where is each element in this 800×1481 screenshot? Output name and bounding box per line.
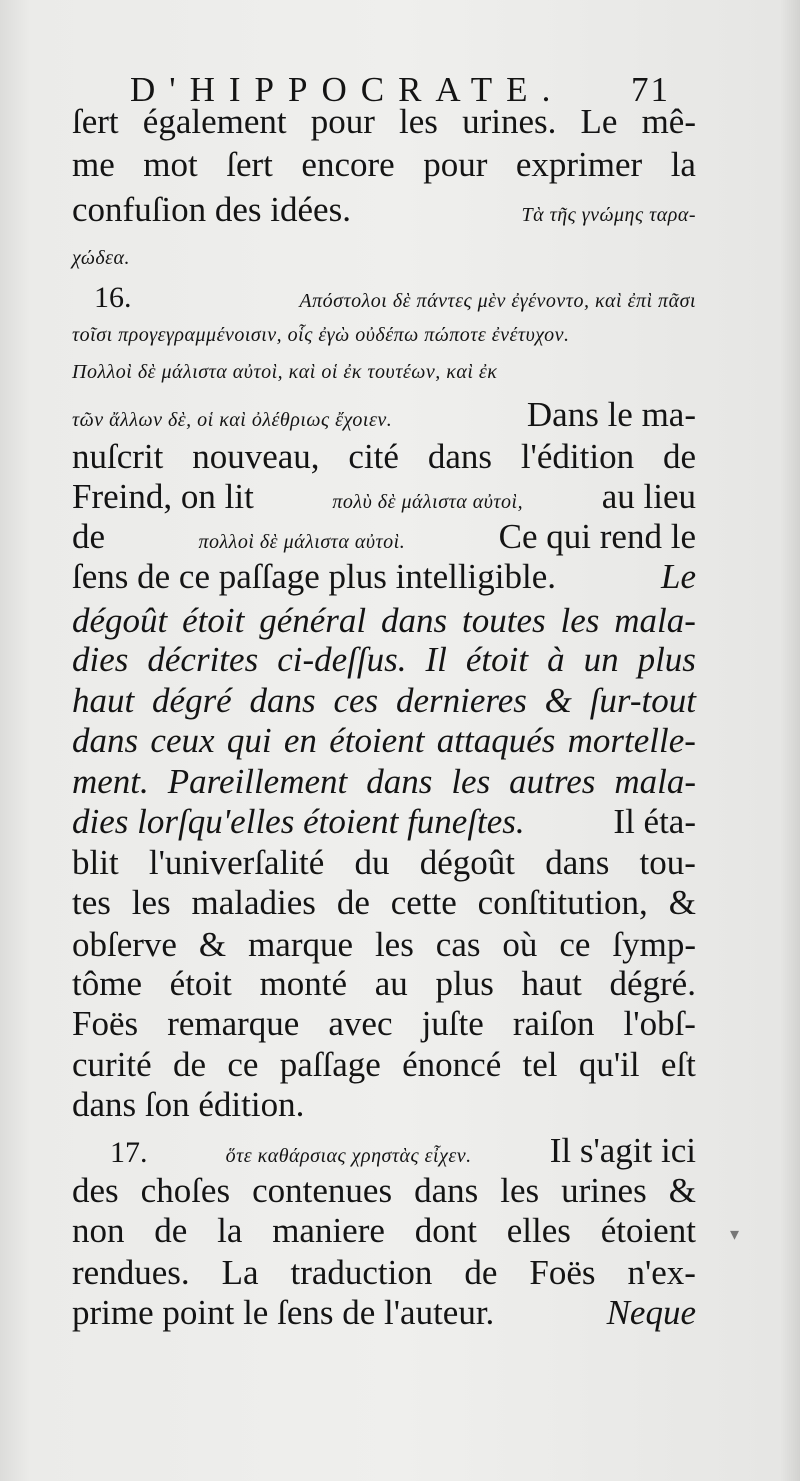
text-line: prime point le ſens de l'auteur. Neque [72, 1293, 696, 1332]
text-line: Foës remarque avec juſte raiſon l'obſ- [72, 1004, 696, 1043]
text-line: nuſcrit nouveau, cité dans l'édition de [72, 437, 696, 476]
text-line: tôme étoit monté au plus haut dégré. [72, 964, 696, 1003]
text-line: de πολλοὶ δὲ μάλιστα αὐτοὶ. Ce qui rend le [72, 517, 696, 562]
greek-quote: τῶν ἄλλων δὲ, οἱ καὶ ὀλέθριως ἔχοιεν. [72, 409, 393, 431]
paragraph-16-first-line [72, 278, 696, 321]
text-line: Freind, on lit πολὺ δὲ μάλιστα αὐτοὶ, au lieu [72, 477, 696, 522]
greek-quote: πολὺ δὲ μάλιστα αὐτοὶ, [332, 491, 524, 513]
margin-mark: ▾ [730, 1224, 740, 1244]
running-title: D'HIPPOCRATE. [130, 70, 565, 109]
greek-quote: Απόστολοι δὲ πάντες μὲν ἐγένοντο, καὶ ἐπὶ πᾶσι [299, 290, 696, 312]
text-line: me mot ſert encore pour exprimer la [72, 145, 696, 184]
text-line: ſens de ce paſſage plus intelligible. Le [72, 557, 696, 596]
paragraph-17-first-line: 17. ὅτε καθάρσιας χρηστὰς εἶχεν. Il s'agit ici [72, 1131, 696, 1176]
italic-line: dans ceux qui en étoient attaqués mortelle- [72, 721, 696, 760]
text-line: rendues. La traduction de Foës n'ex- [72, 1253, 696, 1292]
italic-line: ment. Pareillement dans les autres mala- [72, 762, 696, 801]
italic-line: dégoût étoit général dans toutes les mala- [72, 601, 696, 640]
text-line: obſerve & marque les cas où ce ſymp- [72, 925, 696, 964]
greek-line: τοῖσι προγεγραμμένοισιν, οἷς ἐγὼ οὐδέπω πώποτε ἐνέτυχον. [72, 324, 570, 346]
italic-line: dies décrites ci-deſſus. Il étoit à un plus [72, 640, 696, 679]
greek-quote: Τὰ τῆς γνώμης ταρα- [521, 204, 696, 226]
greek-quote: πολλοὶ δὲ μάλιστα αὐτοὶ. [198, 531, 406, 553]
text-line: dies lorſqu'elles étoient funeſtes. Il éta- [72, 802, 696, 841]
text-line: des choſes contenues dans les urines & [72, 1171, 696, 1210]
text-line: dans ſon édition. [72, 1085, 305, 1124]
text-line: confuſion des idées. Τὰ τῆς γνώμης ταρα- [72, 190, 696, 235]
text-line: blit l'univerſalité du dégoût dans tou- [72, 843, 696, 882]
text-line: non de la maniere dont elles étoient [72, 1211, 696, 1250]
italic-line: haut dégré dans ces dernieres & ſur-tout [72, 681, 696, 720]
greek-line: χώδεα. [72, 247, 131, 269]
paragraph-number: 17. [110, 1136, 148, 1169]
paragraph-number: 16. [94, 281, 132, 314]
page-number: 71 [631, 70, 670, 109]
text-line: curité de ce paſſage énoncé tel qu'il eſt [72, 1045, 696, 1084]
greek-quote: ὅτε καθάρσιας χρηστὰς εἶχεν. [225, 1145, 472, 1167]
text-line: tes les maladies de cette conſtitution, & [72, 883, 696, 922]
greek-line: Πολλοὶ δὲ μάλιστα αὐτοὶ, καὶ οἱ ἐκ τουτέων, καὶ ἐκ [72, 361, 498, 383]
text-line: ſert également pour les urines. Le mê- [72, 102, 696, 141]
text-line: τῶν ἄλλων δὲ, οἱ καὶ ὀλέθριως ἔχοιεν. Dans le ma- [72, 395, 696, 440]
